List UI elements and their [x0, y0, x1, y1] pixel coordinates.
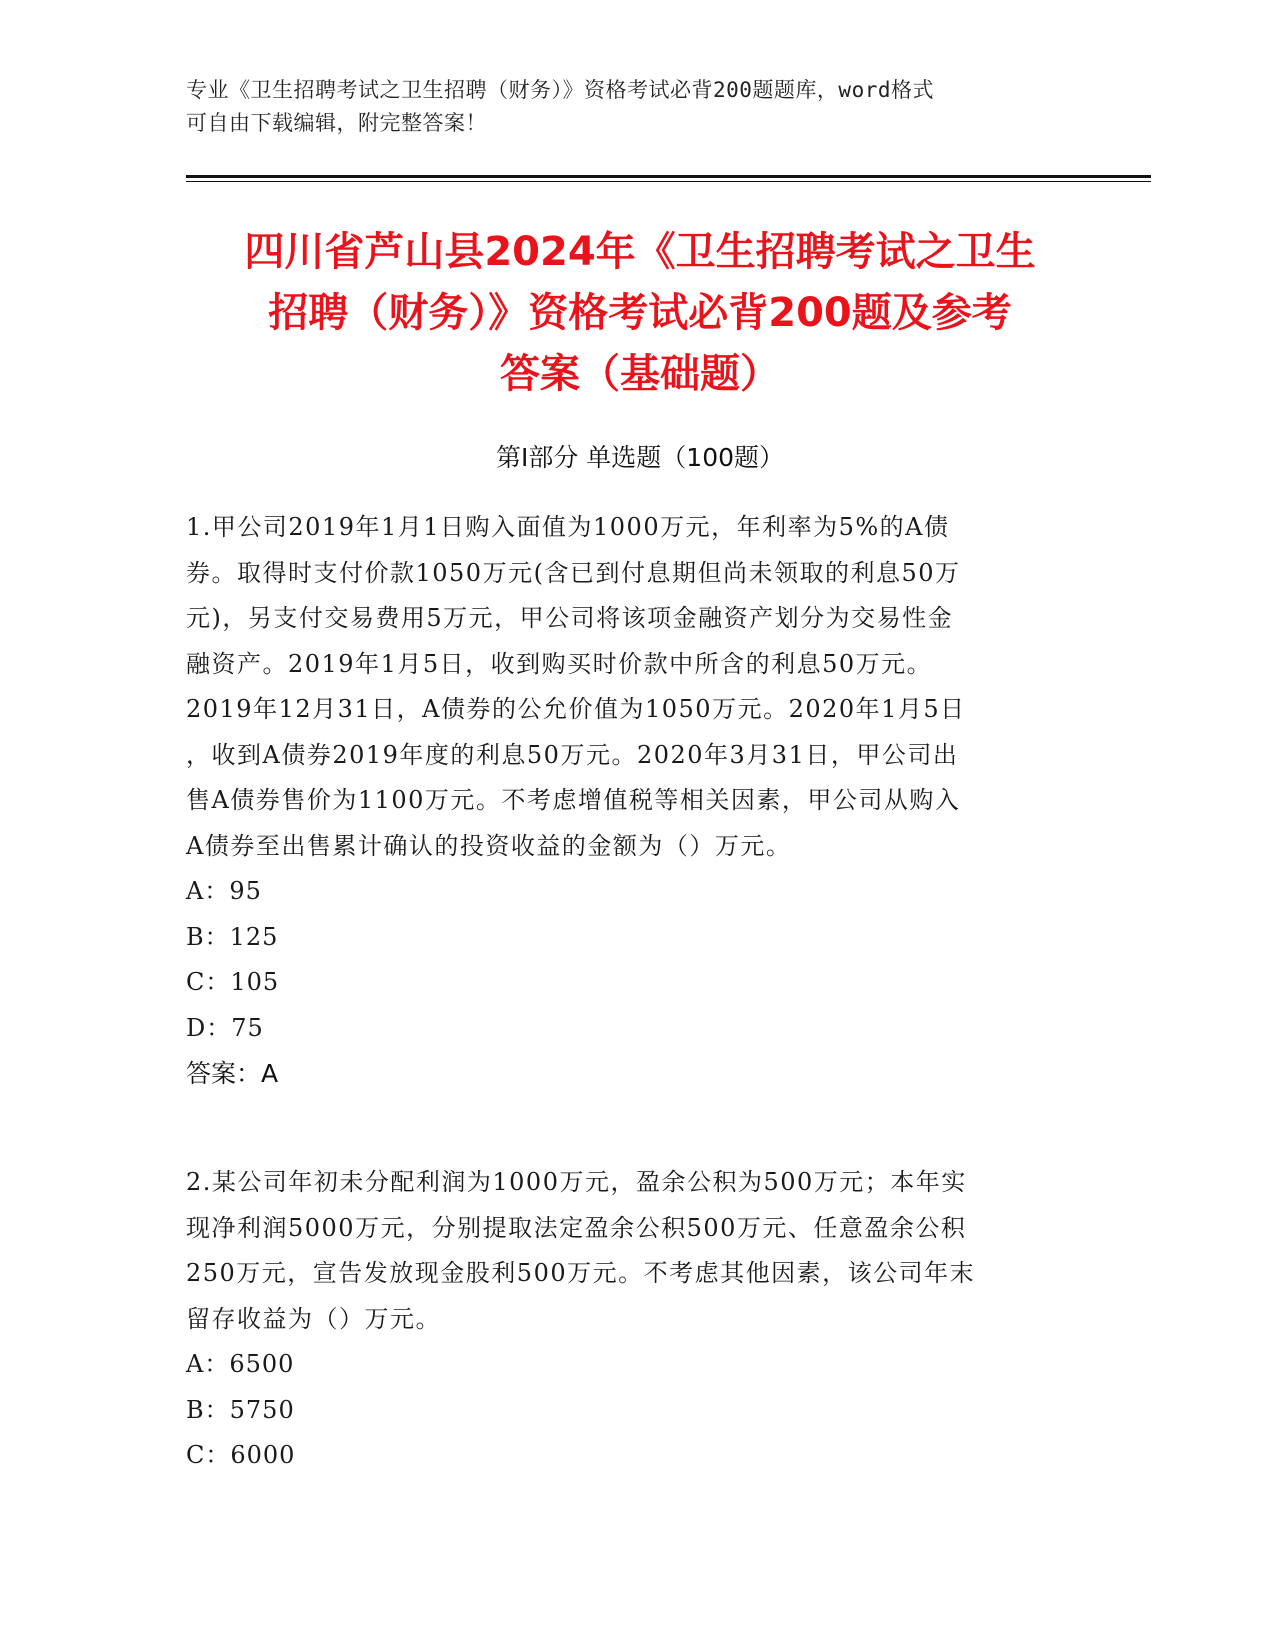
question-text-line: 250万元，宣告发放现金股利500万元。不考虑其他因素，该公司年末 [186, 1259, 976, 1287]
header-rule-thin [186, 181, 1151, 182]
header-rule-thick [186, 175, 1151, 178]
question-text-line: 1.甲公司2019年1月1日购入面值为1000万元，年利率为5%的A债 [186, 513, 950, 541]
header-note-line: 专业《卫生招聘考试之卫生招聘（财务）》资格考试必背200题题库，word格式 [186, 78, 934, 102]
question-text-line: 元)，另支付交易费用5万元，甲公司将该项金融资产划分为交易性金 [186, 604, 954, 632]
option-b: B：5750 [186, 1395, 295, 1424]
title-line: 招聘（财务）》资格考试必背200题及参考 [268, 290, 1012, 336]
section-heading: 第Ⅰ部分 单选题（100题） [495, 443, 785, 472]
question-text-line: 现净利润5000万元，分别提取法定盈余公积500万元、任意盈余公积 [186, 1213, 967, 1242]
title-line: 四川省芦山县2024年《卫生招聘考试之卫生 [244, 229, 1036, 275]
header-note-line: 可自由下载编辑，附完整答案！ [186, 111, 487, 135]
question-text-line: 券。取得时支付价款1050万元(含已到付息期但尚未领取的利息50万 [186, 558, 961, 587]
question-text-line: 留存收益为（）万元。 [186, 1304, 441, 1333]
header-note [186, 74, 1066, 140]
option-c: C：6000 [186, 1441, 296, 1469]
title-line: 答案（基础题） [500, 351, 780, 397]
question-1 [186, 505, 1086, 1097]
document-title [160, 222, 1120, 405]
question-text-line: 售A债券售价为1100万元。不考虑增值税等相关因素，甲公司从购入 [186, 786, 961, 814]
question-text-line: 2.某公司年初未分配利润为1000万元，盈余公积为500万元；本年实 [186, 1168, 967, 1196]
answer-label: 答案：A [186, 1059, 279, 1088]
option-a: A：6500 [186, 1350, 295, 1378]
question-text-line: ，收到A债券2019年度的利息50万元。2020年3月31日，甲公司出 [186, 740, 959, 769]
question-text-line: 2019年12月31日，A债券的公允价值为1050万元。2020年1月5日 [186, 695, 966, 723]
question-text-line: A债券至出售累计确认的投资收益的金额为（）万元。 [186, 831, 792, 860]
option-d: D：75 [186, 1013, 264, 1042]
option-a: A：95 [186, 877, 262, 905]
question-2 [186, 1160, 1086, 1479]
option-c: C：105 [186, 968, 280, 996]
option-b: B：125 [186, 922, 279, 951]
question-text-line: 融资产。2019年1月5日，收到购买时价款中所含的利息50万元。 [186, 649, 933, 678]
